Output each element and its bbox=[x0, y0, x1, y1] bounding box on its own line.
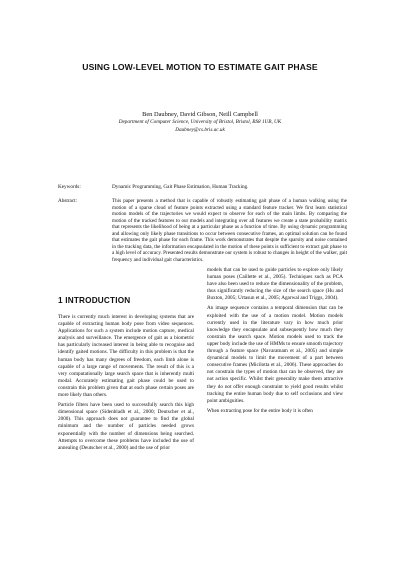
email-address: Daubney@cs.bris.ac.uk bbox=[175, 126, 225, 133]
abstract-label: Abstract: bbox=[58, 198, 78, 204]
body-paragraph: An image sequence contains a temporal dimension that can be exploited with the use of a motion model. Motion models currently used in the literature vary in how much prior knowledge they encapsulate and subsequently how much they constrain the search space. Motion models used to track the upper body include the use of HMMs to ensure smooth trajectory through a feature space (Navaratnam et al., 2005) and simple dynamical models to limit the movement of a part between consecutive frames (Micilotta et al., 2006). These approaches do not constrain the types of motion that can be observed, they are not action specific. Whilst their generality make them attractive they do not offer enough constraint to yield good results whilst tracking the entire human body due to self occlusions and view point ambiguities. bbox=[207, 305, 343, 404]
keywords-label: Keywords: bbox=[58, 184, 81, 190]
intro-paragraph: There is currently much interest in developing systems that are capable of extracting human body pose from video sequences. Applications for such a system include motion capture, medical analysis and surveillance. The emergence of gait as a biometric has particularly increased interest in being able to recognise and identify gaited motions. The difficulty in this problem is that the human body has many degrees of freedom, each limb alone is capable of a large range of movements. The result of this is a very computationally large search space that is inherently multi modal. Accurately estimating gait phase could be used to constrain this problem given that at each phase certain poses are more likely than others. bbox=[58, 314, 194, 399]
left-column bbox=[58, 296, 194, 455]
paper-title: USING LOW-LEVEL MOTION TO ESTIMATE GAIT PHASE bbox=[82, 62, 318, 72]
body-paragraph: models that can be used to guide particles to explore only likely human poses (Caillette et al., 2005). Techniques such as PCA have also been used to reduce the dimensionality of the problem, thus significantly reducing the size of the search space (Hu and Buxton, 2005; Urtasun et al., 2005; Agarwal and Triggs, 2004). bbox=[207, 267, 343, 302]
abstract-text: This paper presents a method that is capable of robustly estimating gait phase of a human walking using the motion of a sparse cloud of feature points extracted using a standard feature tracker. We first learn statistical motion models of the trajectories we would expect to observe for each of the main limbs. By comparing the motion of the tracked features to our models and integrating over all features we create a state probability matrix that represents the likelihood of being at a particular phase as a function of time. By using dynamic programming and allowing only likely phase transitions to occur between consecutive frames, an optimal solution can be found that estimates the gait phase for each frame. This work demonstrates that despite the sparsity and noise contained in the tracking data, the information encapsulated in the motion of these points is sufficient to extract gait phase to a high level of accuracy. Presented results demonstrate our system is robust to changes in height of the walker, gait frequency and individual gait characteristics. bbox=[112, 198, 347, 263]
section-heading-introduction: 1 INTRODUCTION bbox=[58, 296, 131, 305]
author-affiliation-block bbox=[20, 119, 380, 134]
body-paragraph: When extracting pose for the entire body it is often bbox=[207, 407, 313, 414]
affiliation: Department of Computer Science, University of Bristol, Bristol, BS8 1UB, UK bbox=[118, 119, 282, 125]
right-column bbox=[207, 267, 343, 418]
keywords-text: Dynamic Programming, Gait Phase Estimation, Human Tracking. bbox=[112, 184, 249, 190]
intro-paragraph: Particle filters have been used to successfully search this high dimensional space (Sidenbladh et al., 2000; Deutscher et al., 2000). This approach does not guarantee to find the global minimum and the number of particles needed grows exponentially with the number of dimensions being searched. Attempts to overcome these problems have included the use of annealing (Deutscher et al., 2000) and the use of prior bbox=[58, 402, 194, 451]
author-list: Ben Daubney, David Gibson, Neill Campbell bbox=[142, 111, 258, 118]
